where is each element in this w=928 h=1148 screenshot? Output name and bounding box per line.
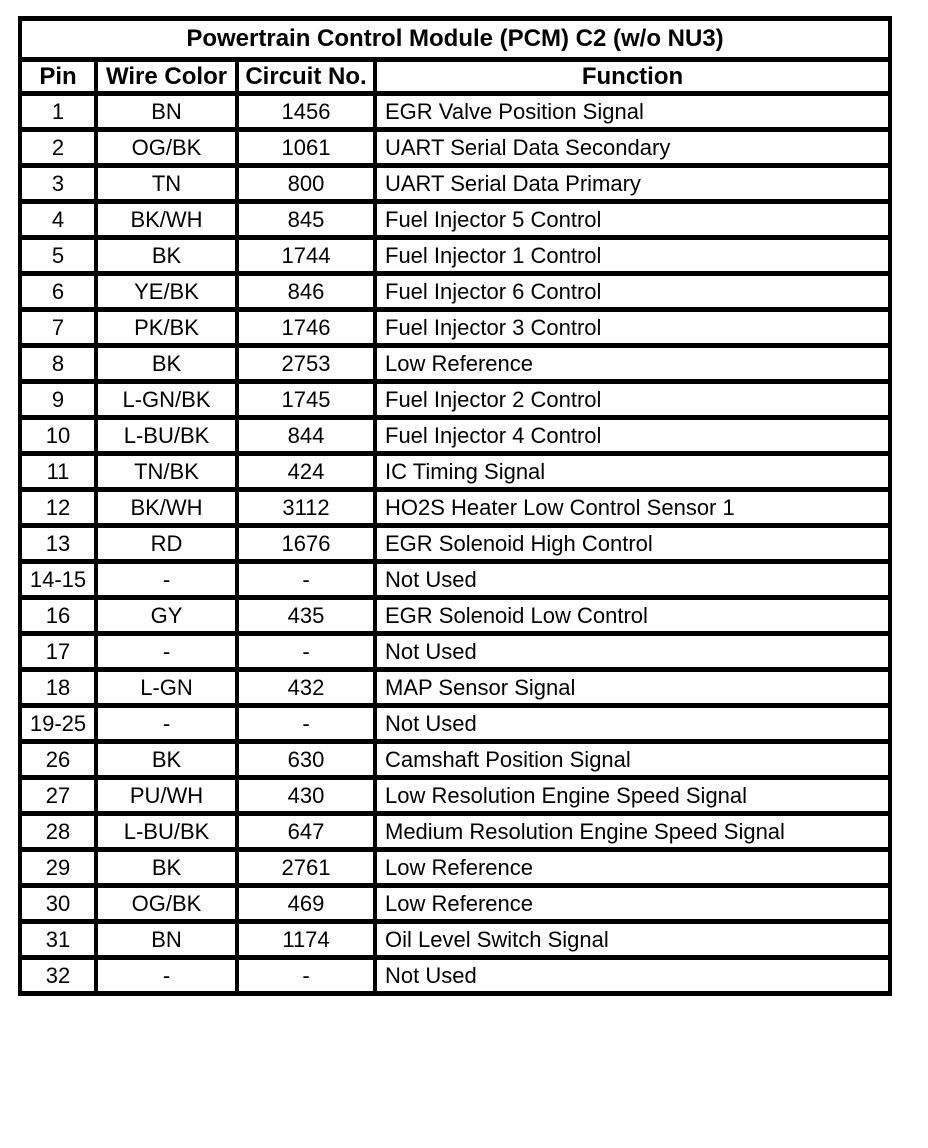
cell-wire-color: PK/BK (96, 310, 237, 346)
cell-pin: 17 (20, 634, 96, 670)
pcm-connector-pinout-table (18, 16, 892, 996)
cell-wire-color: - (96, 958, 237, 994)
column-header-circuit-no: Circuit No. (237, 60, 375, 94)
cell-wire-color: L-GN/BK (96, 382, 237, 418)
cell-circuit-no: 845 (237, 202, 375, 238)
cell-function: Fuel Injector 6 Control (375, 274, 890, 310)
cell-function: Low Resolution Engine Speed Signal (375, 778, 890, 814)
table-title: Powertrain Control Module (PCM) C2 (w/o NU3) (20, 19, 890, 60)
cell-circuit-no: 432 (237, 670, 375, 706)
table-row (20, 958, 890, 994)
table-row (20, 346, 890, 382)
cell-wire-color: L-GN (96, 670, 237, 706)
cell-function: Low Reference (375, 346, 890, 382)
table-row (20, 742, 890, 778)
cell-function: Not Used (375, 562, 890, 598)
cell-pin: 2 (20, 130, 96, 166)
table-row (20, 454, 890, 490)
cell-wire-color: TN/BK (96, 454, 237, 490)
cell-circuit-no: - (237, 958, 375, 994)
cell-circuit-no: 1744 (237, 238, 375, 274)
cell-wire-color: TN (96, 166, 237, 202)
cell-wire-color: - (96, 706, 237, 742)
table-row (20, 670, 890, 706)
cell-pin: 27 (20, 778, 96, 814)
cell-pin: 28 (20, 814, 96, 850)
cell-pin: 11 (20, 454, 96, 490)
cell-wire-color: BK/WH (96, 490, 237, 526)
table-title-row (20, 19, 890, 60)
cell-circuit-no: 469 (237, 886, 375, 922)
cell-circuit-no: 424 (237, 454, 375, 490)
cell-function: Not Used (375, 706, 890, 742)
table-row (20, 238, 890, 274)
cell-circuit-no: 1745 (237, 382, 375, 418)
cell-pin: 32 (20, 958, 96, 994)
cell-circuit-no: 630 (237, 742, 375, 778)
cell-pin: 29 (20, 850, 96, 886)
table-row (20, 634, 890, 670)
table-row (20, 94, 890, 130)
cell-function: Low Reference (375, 850, 890, 886)
cell-function: IC Timing Signal (375, 454, 890, 490)
cell-function: Not Used (375, 634, 890, 670)
cell-pin: 6 (20, 274, 96, 310)
cell-function: Fuel Injector 5 Control (375, 202, 890, 238)
cell-function: UART Serial Data Primary (375, 166, 890, 202)
cell-function: EGR Valve Position Signal (375, 94, 890, 130)
cell-pin: 3 (20, 166, 96, 202)
cell-wire-color: OG/BK (96, 886, 237, 922)
cell-circuit-no: 430 (237, 778, 375, 814)
cell-wire-color: BK (96, 238, 237, 274)
table-row (20, 382, 890, 418)
table-row (20, 130, 890, 166)
cell-wire-color: BK/WH (96, 202, 237, 238)
cell-circuit-no: 647 (237, 814, 375, 850)
cell-function: HO2S Heater Low Control Sensor 1 (375, 490, 890, 526)
cell-circuit-no: 1676 (237, 526, 375, 562)
cell-function: UART Serial Data Secondary (375, 130, 890, 166)
table-row (20, 202, 890, 238)
cell-circuit-no: 1746 (237, 310, 375, 346)
cell-wire-color: L-BU/BK (96, 418, 237, 454)
table-row (20, 598, 890, 634)
cell-function: Medium Resolution Engine Speed Signal (375, 814, 890, 850)
cell-wire-color: GY (96, 598, 237, 634)
cell-wire-color: BK (96, 742, 237, 778)
table-row (20, 418, 890, 454)
table-row (20, 886, 890, 922)
table-row (20, 562, 890, 598)
cell-pin: 14-15 (20, 562, 96, 598)
cell-pin: 8 (20, 346, 96, 382)
cell-wire-color: YE/BK (96, 274, 237, 310)
cell-function: MAP Sensor Signal (375, 670, 890, 706)
table-row (20, 526, 890, 562)
cell-wire-color: BN (96, 922, 237, 958)
table-row (20, 706, 890, 742)
cell-circuit-no: 435 (237, 598, 375, 634)
cell-wire-color: BN (96, 94, 237, 130)
cell-wire-color: - (96, 634, 237, 670)
cell-function: Oil Level Switch Signal (375, 922, 890, 958)
table-row (20, 814, 890, 850)
cell-pin: 12 (20, 490, 96, 526)
cell-circuit-no: 3112 (237, 490, 375, 526)
table-row (20, 310, 890, 346)
cell-pin: 16 (20, 598, 96, 634)
cell-circuit-no: 1061 (237, 130, 375, 166)
cell-circuit-no: 844 (237, 418, 375, 454)
cell-function: EGR Solenoid High Control (375, 526, 890, 562)
cell-pin: 30 (20, 886, 96, 922)
cell-pin: 18 (20, 670, 96, 706)
cell-wire-color: PU/WH (96, 778, 237, 814)
cell-circuit-no: 2753 (237, 346, 375, 382)
cell-function: EGR Solenoid Low Control (375, 598, 890, 634)
cell-function: Fuel Injector 2 Control (375, 382, 890, 418)
cell-circuit-no: 800 (237, 166, 375, 202)
cell-wire-color: OG/BK (96, 130, 237, 166)
cell-pin: 13 (20, 526, 96, 562)
table-row (20, 778, 890, 814)
table-header-row (20, 60, 890, 94)
cell-circuit-no: 1174 (237, 922, 375, 958)
cell-pin: 10 (20, 418, 96, 454)
cell-pin: 5 (20, 238, 96, 274)
cell-function: Not Used (375, 958, 890, 994)
cell-pin: 1 (20, 94, 96, 130)
table-row (20, 274, 890, 310)
cell-pin: 31 (20, 922, 96, 958)
column-header-pin: Pin (20, 60, 96, 94)
cell-function: Fuel Injector 1 Control (375, 238, 890, 274)
table-row (20, 166, 890, 202)
cell-pin: 9 (20, 382, 96, 418)
cell-pin: 19-25 (20, 706, 96, 742)
cell-pin: 7 (20, 310, 96, 346)
cell-wire-color: L-BU/BK (96, 814, 237, 850)
cell-circuit-no: - (237, 562, 375, 598)
cell-function: Fuel Injector 3 Control (375, 310, 890, 346)
cell-circuit-no: - (237, 634, 375, 670)
table-row (20, 922, 890, 958)
table-row (20, 850, 890, 886)
cell-circuit-no: 1456 (237, 94, 375, 130)
cell-pin: 4 (20, 202, 96, 238)
cell-wire-color: - (96, 562, 237, 598)
cell-circuit-no: 846 (237, 274, 375, 310)
cell-wire-color: RD (96, 526, 237, 562)
column-header-function: Function (375, 60, 890, 94)
cell-function: Low Reference (375, 886, 890, 922)
cell-function: Fuel Injector 4 Control (375, 418, 890, 454)
cell-pin: 26 (20, 742, 96, 778)
cell-circuit-no: - (237, 706, 375, 742)
table-row (20, 490, 890, 526)
cell-wire-color: BK (96, 346, 237, 382)
cell-wire-color: BK (96, 850, 237, 886)
cell-circuit-no: 2761 (237, 850, 375, 886)
cell-function: Camshaft Position Signal (375, 742, 890, 778)
column-header-wire-color: Wire Color (96, 60, 237, 94)
